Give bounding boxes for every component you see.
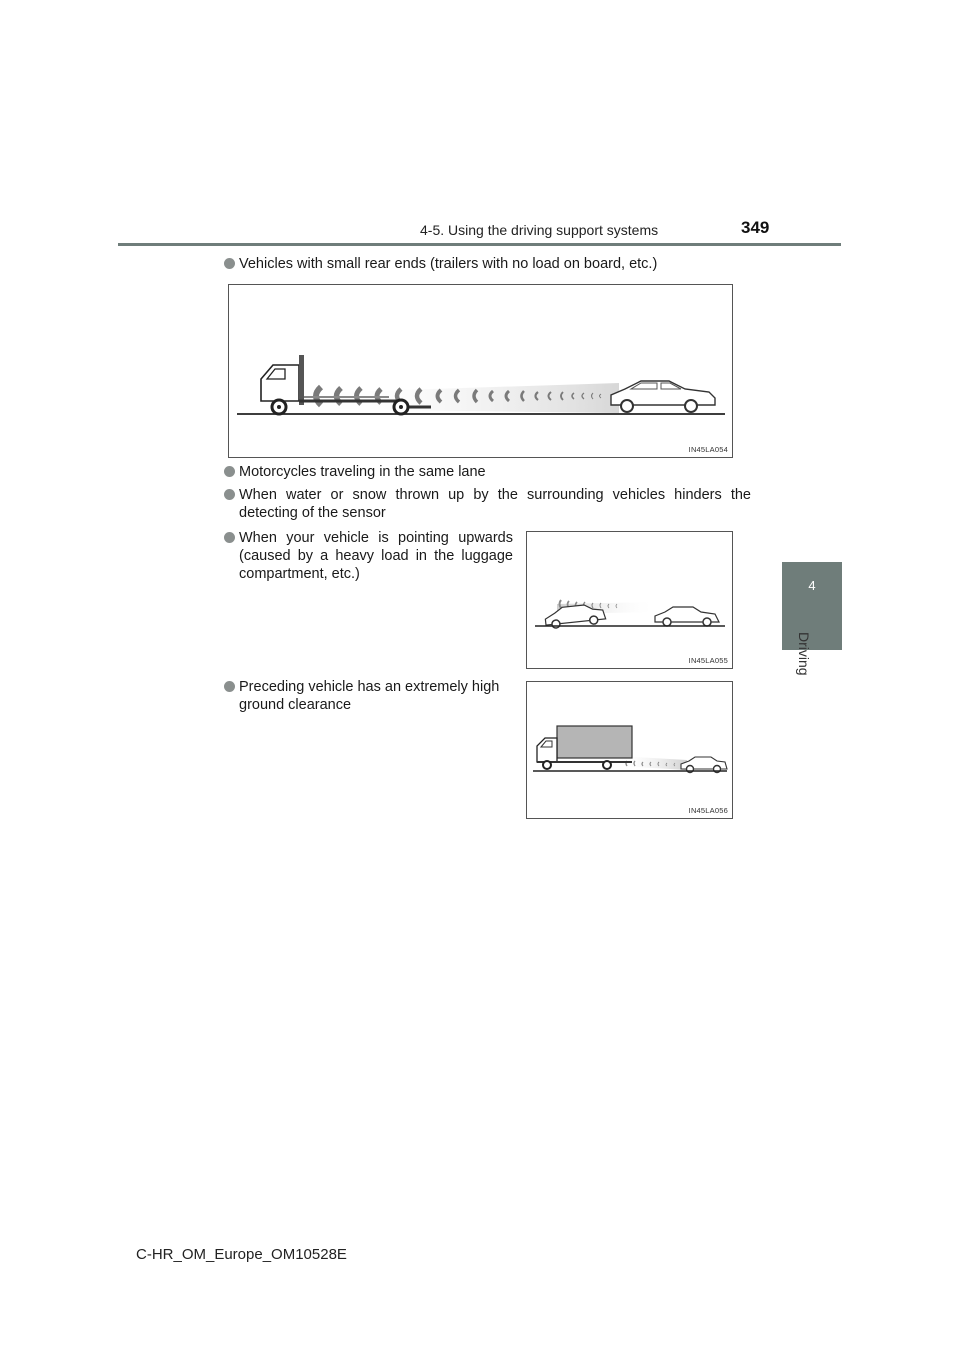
chapter-label: Driving <box>796 632 812 676</box>
bullet-item: When water or snow thrown up by the surrounding vehicles hinders the detecting of the sensor <box>224 486 751 522</box>
bullet-item: Vehicles with small rear ends (trailers with no load on board, etc.) <box>224 255 744 273</box>
figure-code: IN45LA056 <box>688 806 728 815</box>
section-title: 4-5. Using the driving support systems <box>420 222 659 238</box>
illustration-pointing-upwards <box>526 531 733 669</box>
bullet-dot-icon <box>224 258 235 269</box>
trailer-scene-icon <box>229 285 732 457</box>
bullet-dot-icon <box>224 489 235 500</box>
figure-code: IN45LA055 <box>688 656 728 665</box>
chapter-tab <box>782 562 842 650</box>
bullet-dot-icon <box>224 466 235 477</box>
header-divider <box>118 243 841 246</box>
chapter-number: 4 <box>808 578 816 593</box>
page-number: 349 <box>741 218 770 237</box>
illustration-high-clearance <box>526 681 733 819</box>
bullet-dot-icon <box>224 681 235 692</box>
bullet-item: Motorcycles traveling in the same lane <box>224 463 744 481</box>
bullet-item: When your vehicle is pointing upwards (caused by a heavy load in the luggage compartment, etc.) <box>224 529 513 583</box>
illustration-trailer <box>228 284 733 458</box>
bullet-item: Preceding vehicle has an extremely high ground clearance <box>224 678 513 714</box>
high-clearance-scene-icon <box>527 682 732 818</box>
upward-vehicle-scene-icon <box>527 532 732 668</box>
figure-code: IN45LA054 <box>688 445 728 454</box>
bullet-dot-icon <box>224 532 235 543</box>
document-code: C-HR_OM_Europe_OM10528E <box>136 1246 347 1263</box>
